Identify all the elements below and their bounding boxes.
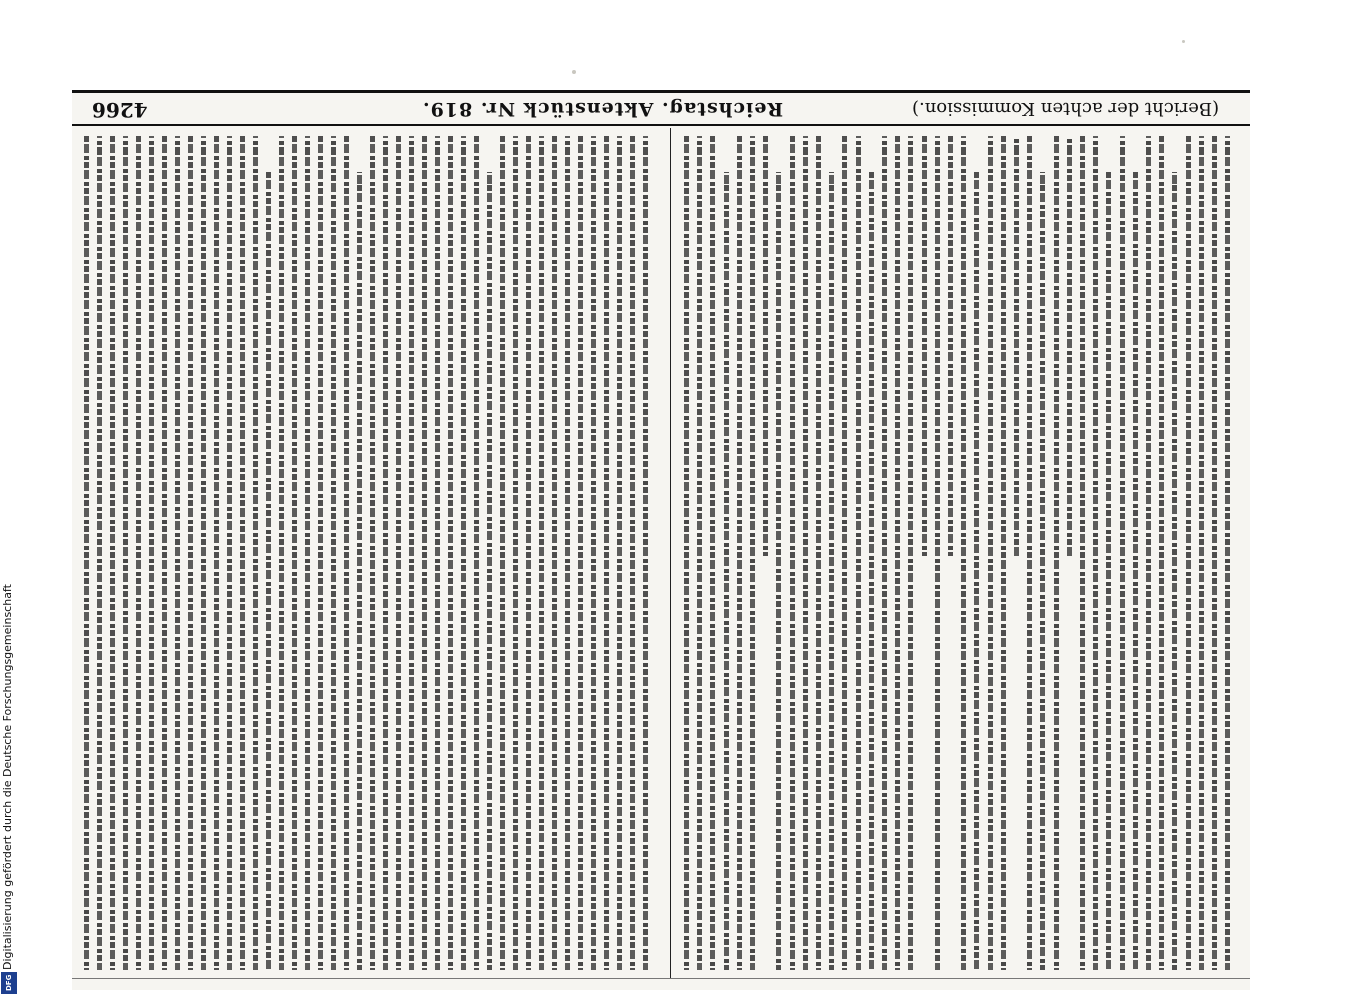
text-line: [1054, 136, 1059, 970]
text-line: [448, 136, 453, 970]
text-line: [461, 136, 466, 970]
text-line: [922, 136, 927, 556]
text-line: [1199, 136, 1204, 970]
text-line: [1001, 136, 1006, 970]
text-line: [710, 136, 715, 970]
text-line: [500, 136, 505, 970]
text-line: [123, 136, 128, 970]
text-line: [604, 136, 609, 970]
text-column-right: [680, 132, 1242, 974]
text-line: [643, 136, 648, 970]
text-line: [435, 136, 440, 970]
text-line: [214, 136, 219, 970]
text-line: [617, 136, 622, 970]
text-line: [630, 136, 635, 970]
text-line: [974, 172, 979, 970]
text-line: [591, 136, 596, 970]
text-line: [935, 136, 940, 970]
text-line: [697, 136, 702, 970]
text-line: [539, 136, 544, 970]
page-number: 4266: [92, 98, 148, 122]
text-line: [305, 136, 310, 970]
text-line: [578, 136, 583, 970]
text-line: [948, 136, 953, 556]
text-line: [292, 136, 297, 970]
text-line: [1212, 136, 1217, 970]
text-line: [842, 136, 847, 970]
text-line: [1225, 136, 1230, 970]
bottom-rule: [72, 978, 1250, 979]
text-line: [763, 136, 768, 556]
column-divider: [670, 128, 671, 978]
running-head: [72, 98, 1250, 124]
text-line: [97, 136, 102, 970]
text-line: [565, 136, 570, 970]
text-line: [1106, 172, 1111, 970]
text-line: [1027, 136, 1032, 970]
text-line: [409, 136, 414, 970]
running-title: Reichstag. Aktenstück Nr. 819.: [422, 98, 784, 120]
text-line: [136, 136, 141, 970]
text-column-left: [80, 132, 660, 974]
text-line: [750, 136, 755, 970]
text-line: [684, 136, 689, 970]
text-line: [266, 172, 271, 970]
text-line: [1146, 136, 1151, 970]
text-line: [724, 172, 729, 970]
text-line: [487, 172, 492, 970]
text-line: [188, 136, 193, 970]
text-line: [110, 136, 115, 970]
print-speck: [572, 70, 576, 74]
text-line: [344, 136, 349, 970]
text-line: [149, 136, 154, 970]
text-line: [908, 136, 913, 970]
dfg-logo: DFG: [1, 972, 17, 994]
text-line: [422, 136, 427, 970]
scanned-page: [72, 90, 1250, 990]
top-rule: [72, 90, 1250, 93]
text-line: [1040, 172, 1045, 970]
text-line: [227, 136, 232, 970]
text-line: [526, 136, 531, 970]
text-line: [1014, 136, 1019, 556]
text-line: [474, 136, 479, 970]
digitization-credit: Digitalisierung gefördert durch die Deutsche Forschungsgemeinschaft: [1, 584, 14, 970]
text-line: [552, 136, 557, 970]
text-line: [201, 136, 206, 970]
text-line: [331, 136, 336, 970]
text-line: [253, 136, 258, 970]
text-line: [1080, 136, 1085, 970]
header-rule: [72, 124, 1250, 126]
digitization-sidebar: [0, 0, 20, 1000]
text-line: [1093, 136, 1098, 970]
text-line: [1172, 172, 1177, 970]
text-line: [816, 136, 821, 970]
text-line: [1159, 136, 1164, 970]
text-line: [1067, 136, 1072, 556]
text-line: [513, 136, 518, 970]
text-line: [396, 136, 401, 970]
text-line: [1120, 136, 1125, 970]
print-speck: [1182, 40, 1185, 43]
text-line: [869, 172, 874, 970]
text-line: [737, 136, 742, 970]
text-line: [370, 136, 375, 970]
text-line: [1186, 136, 1191, 970]
text-line: [829, 172, 834, 970]
text-line: [84, 136, 89, 970]
text-line: [357, 172, 362, 970]
text-line: [318, 136, 323, 970]
section-title: (Bericht der achten Kommission.): [912, 98, 1220, 119]
text-line: [162, 136, 167, 970]
text-line: [961, 136, 966, 970]
text-line: [882, 136, 887, 970]
text-line: [279, 136, 284, 970]
text-line: [988, 136, 993, 970]
text-line: [803, 136, 808, 970]
text-line: [1133, 172, 1138, 970]
text-line: [240, 136, 245, 970]
text-line: [856, 136, 861, 970]
text-line: [175, 136, 180, 970]
text-line: [383, 136, 388, 970]
text-line: [790, 136, 795, 970]
text-line: [776, 172, 781, 970]
text-line: [895, 136, 900, 970]
